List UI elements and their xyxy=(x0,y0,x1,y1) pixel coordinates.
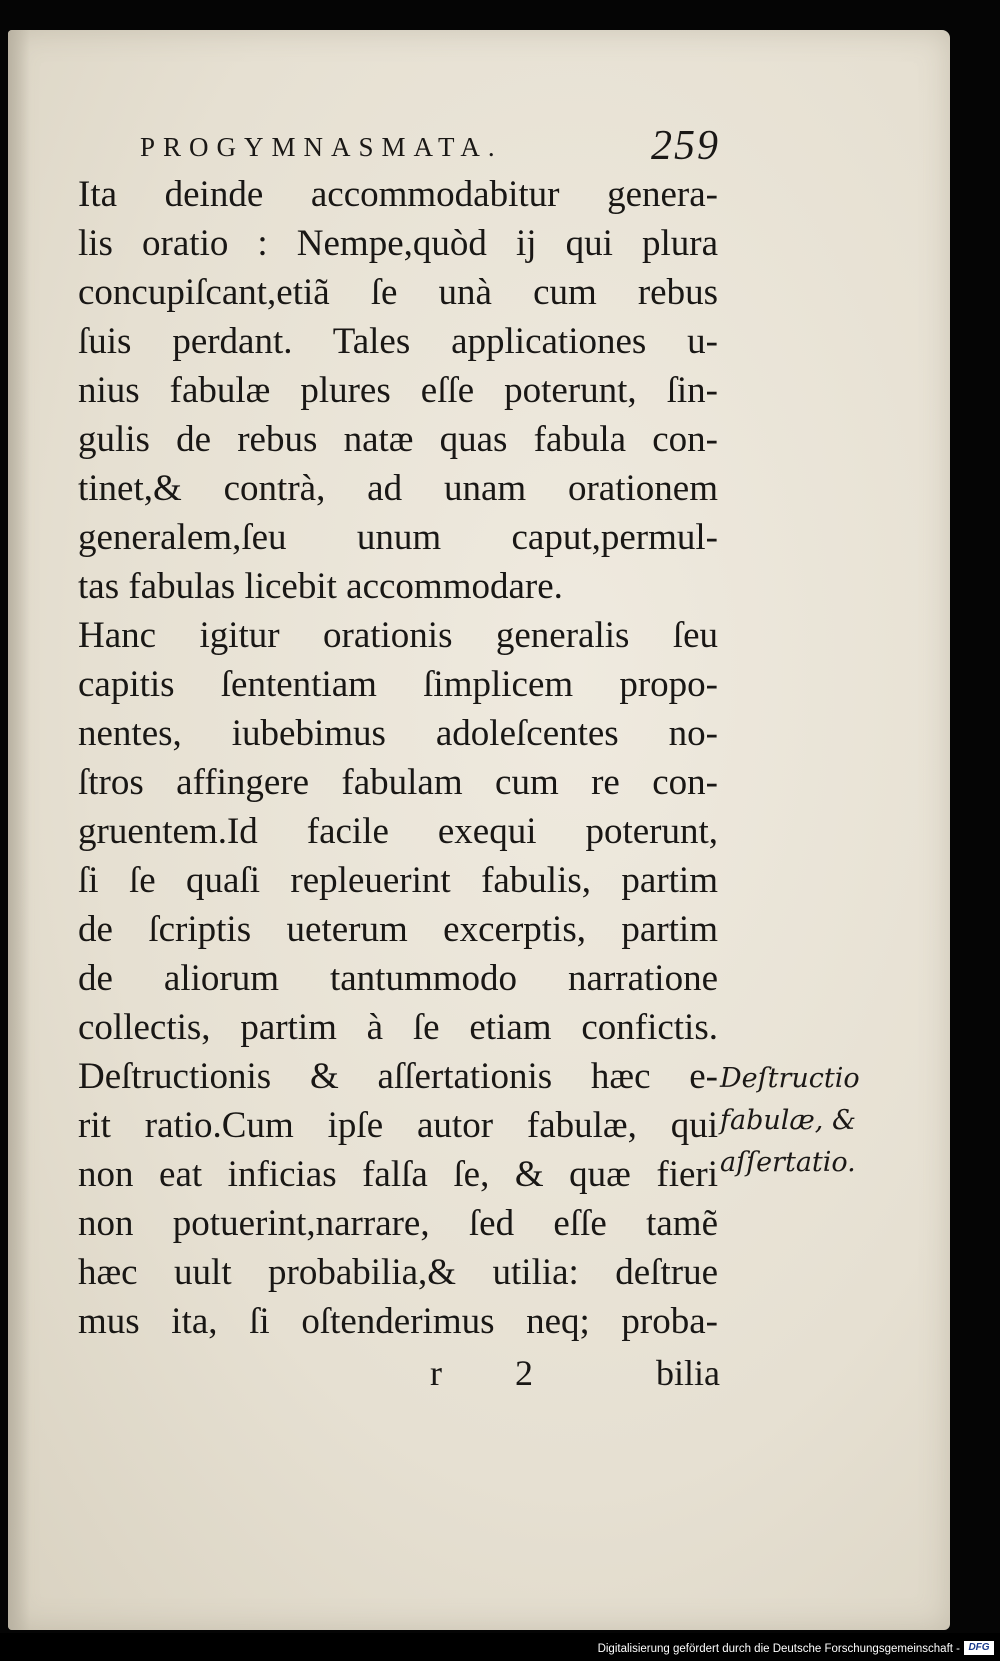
text-line: Hanc igitur orationis generalis ſeu xyxy=(78,615,718,656)
text-line: capitis ſententiam ſimplicem propo- xyxy=(78,664,718,705)
text-line: ſuis perdant. Tales applicationes u- xyxy=(78,321,718,362)
funding-credit: Digitalisierung gefördert durch die Deutsche Forschungsgemeinschaft - xyxy=(597,1643,960,1655)
text-line: hæc uult probabilia,& utilia: deſtrue xyxy=(78,1252,718,1293)
text-line: non potuerint,narrare, ſed eſſe tamẽ xyxy=(78,1203,718,1244)
text-line: generalem,ſeu unum caput,permul- xyxy=(78,517,718,558)
text-line: de aliorum tantummodo narratione xyxy=(78,958,718,999)
text-line: lis oratio : Nempe,quòd ij qui plura xyxy=(78,223,718,264)
text-line: gruentem.Id facile exequi poterunt, xyxy=(78,811,718,852)
text-line: de ſcriptis ueterum excerptis, partim xyxy=(78,909,718,950)
page-number: 259 xyxy=(651,123,720,169)
marginal-note-line: aſſertatio. xyxy=(720,1147,856,1178)
text-line: ſtros affingere fabulam cum re con- xyxy=(78,762,718,803)
credit-bar xyxy=(0,1633,1000,1661)
text-line: rit ratio.Cum ipſe autor fabulæ, qui xyxy=(78,1105,718,1146)
marginal-note xyxy=(720,1058,880,1184)
text-line: non eat inficias falſa ſe, & quæ fieri xyxy=(78,1154,718,1195)
text-line: mus ita, ſi oſtenderimus neq; proba- xyxy=(78,1301,718,1342)
main-text-block xyxy=(78,170,718,1346)
text-line: gulis de rebus natæ quas fabula con- xyxy=(78,419,718,460)
page-gutter-shadow xyxy=(8,30,30,1630)
text-line: ſi ſe quaſi repleuerint fabulis, partim xyxy=(78,860,718,901)
text-line: nius fabulæ plures eſſe poterunt, ſin- xyxy=(78,370,718,411)
signature-mark: r 2 xyxy=(430,1353,565,1393)
text-line: tas fabulas licebit accommodare. xyxy=(78,566,563,607)
text-line: nentes, iubebimus adoleſcentes no- xyxy=(78,713,718,754)
text-line: collectis, partim à ſe etiam confictis. xyxy=(78,1007,718,1048)
marginal-note-line: Deſtructio xyxy=(720,1063,860,1094)
text-line: tinet,& contrà, ad unam orationem xyxy=(78,468,718,509)
catchword: bilia xyxy=(656,1353,720,1393)
text-line: concupiſcant,etiã ſe unà cum rebus xyxy=(78,272,718,313)
marginal-note-line: fabulæ, & xyxy=(720,1105,856,1136)
running-head: PROGYMNASMATA. xyxy=(140,132,503,162)
text-line: Deſtructionis & aſſertationis hæc e- xyxy=(78,1056,718,1097)
text-line: Ita deinde accommodabitur genera- xyxy=(78,174,718,215)
dfg-logo: DFG xyxy=(964,1641,994,1655)
